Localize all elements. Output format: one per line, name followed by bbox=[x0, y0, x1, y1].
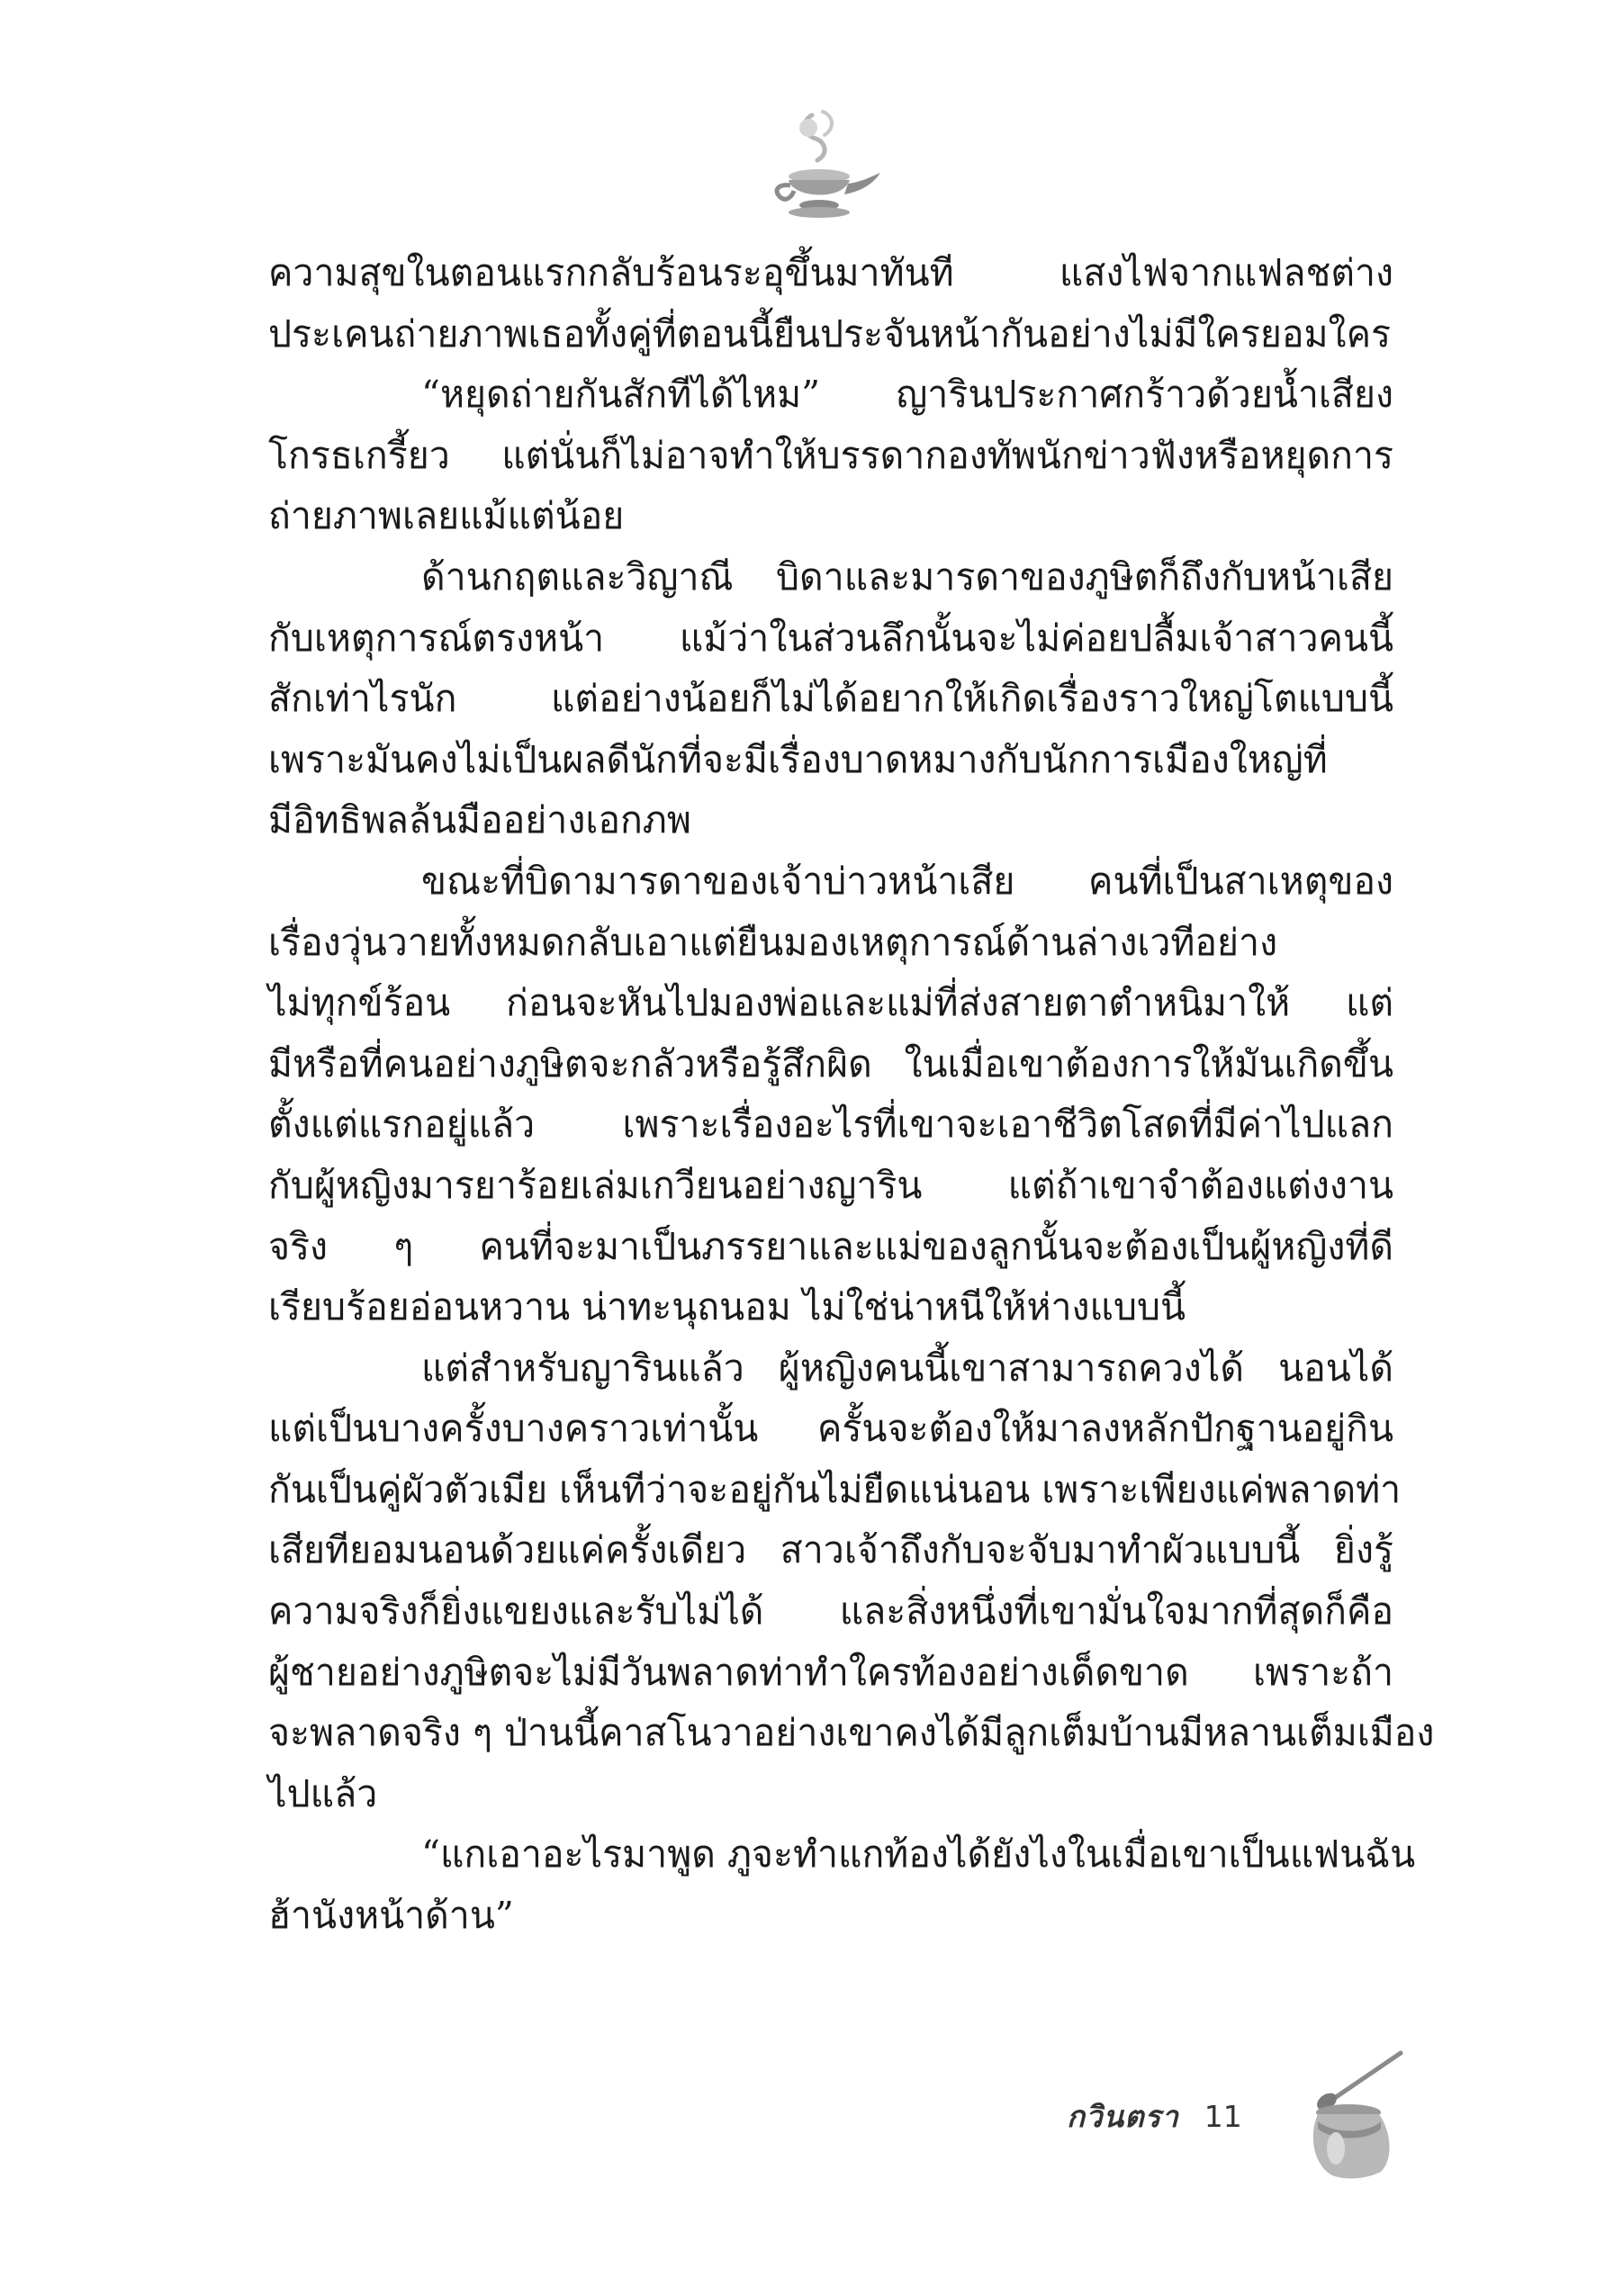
text-line: “หยุดถ่ายกันสักทีได้ไหม” ญารินประกาศกร้าวด้วยน้ำเสียง bbox=[421, 373, 1393, 417]
text-line: เรื่องวุ่นวายทั้งหมดกลับเอาแต่ยืนมองเหตุการณ์ด้านล่างเวทีอย่าง bbox=[268, 920, 1278, 964]
page-footer bbox=[1067, 2093, 1242, 2140]
text-line: เพราะมันคงไม่เป็นผลดีนักที่จะมีเรื่องบาดหมางกับนักการเมืองใหญ่ที่ bbox=[268, 737, 1328, 781]
text-line: กับผู้หญิงมารยาร้อยเล่มเกวียนอย่างญาริน แต่ถ้าเขาจำต้องแต่งงาน bbox=[268, 1163, 1393, 1207]
text-line: กับเหตุการณ์ตรงหน้า แม้ว่าในส่วนลึกนั้นจะไม่ค่อยปลื้มเจ้าสาวคนนี้ bbox=[268, 616, 1393, 660]
text-line: ขณะที่บิดามารดาของเจ้าบ่าวหน้าเสีย คนที่เป็นสาเหตุของ bbox=[421, 859, 1393, 903]
text-line: ประเคนถ่ายภาพเธอทั้งคู่ที่ตอนนี้ยืนประจันหน้ากันอย่างไม่มีใครยอมใคร bbox=[268, 311, 1392, 356]
text-line: จะพลาดจริง ๆ ป่านนี้คาสโนวาอย่างเขาคงได้มีลูกเต็มบ้านมีหลานเต็มเมือง bbox=[268, 1711, 1435, 1755]
text-line: ไปแล้ว bbox=[268, 1771, 378, 1815]
text-line: ถ่ายภาพเลยแม้แต่น้อย bbox=[268, 494, 625, 538]
text-line: แต่เป็นบางครั้งบางคราวเท่านั้น ครั้นจะต้องให้มาลงหลักปักฐานอยู่กิน bbox=[268, 1407, 1393, 1451]
page-number: 11 bbox=[1204, 2099, 1242, 2134]
text-line: ไม่ทุกข์ร้อน ก่อนจะหันไปมองพ่อและแม่ที่ส่งสายตาตำหนิมาให้ แต่ bbox=[268, 981, 1393, 1025]
text-line: เสียทียอมนอนด้วยแค่ครั้งเดียว สาวเจ้าถึงกับจะจับมาทำผัวแบบนี้ ยิ่งรู้ bbox=[268, 1528, 1393, 1572]
text-line: แต่สำหรับญารินแล้ว ผู้หญิงคนนี้เขาสามารถควงได้ นอนได้ bbox=[421, 1346, 1393, 1390]
text-line: “แกเอาอะไรมาพูด ภูจะทำแกท้องได้ยังไงในเมื่อเขาเป็นแฟนฉัน bbox=[421, 1832, 1416, 1877]
text-line: ผู้ชายอย่างภูษิตจะไม่มีวันพลาดท่าทำใครท้องอย่างเด็ดขาด เพราะถ้า bbox=[268, 1650, 1393, 1694]
text-line: ฮ้านังหน้าด้าน” bbox=[268, 1894, 514, 1938]
text-line: สักเท่าไรนัก แต่อย่างน้อยก็ไม่ได้อยากให้เกิดเรื่องราวใหญ่โตแบบนี้ bbox=[268, 677, 1393, 721]
text-line: จริง ๆ คนที่จะมาเป็นภรรยาและแม่ของลูกนั้นจะต้องเป็นผู้หญิงที่ดี bbox=[268, 1224, 1393, 1268]
chapter-body-text bbox=[268, 243, 1435, 1947]
genie-lamp-icon bbox=[756, 108, 882, 225]
honey-pot-icon bbox=[1296, 2048, 1404, 2183]
author-name: กวินตรา bbox=[1067, 2099, 1179, 2134]
text-line: กันเป็นคู่ผัวตัวเมีย เห็นทีว่าจะอยู่กันไม่ยืดแน่นอน เพราะเพียงแค่พลาดท่า bbox=[268, 1467, 1402, 1511]
text-line: ด้านกฤตและวิญาณี บิดาและมารดาของภูษิตก็ถึงกับหน้าเสีย bbox=[421, 554, 1393, 599]
text-line: ตั้งแต่แรกอยู่แล้ว เพราะเรื่องอะไรที่เขาจะเอาชีวิตโสดที่มีค่าไปแลก bbox=[268, 1103, 1393, 1147]
text-line: มีอิทธิพลล้นมืออย่างเอกภพ bbox=[268, 798, 691, 842]
text-line: ความสุขในตอนแรกกลับร้อนระอุขึ้นมาทันที แสงไฟจากแฟลชต่าง bbox=[268, 251, 1393, 294]
text-line: เรียบร้อยอ่อนหวาน น่าทะนุถนอม ไม่ใช่น่าหนีให้ห่างแบบนี้ bbox=[268, 1285, 1186, 1329]
text-line: มีหรือที่คนอย่างภูษิตจะกลัวหรือรู้สึกผิด ในเมื่อเขาต้องการให้มันเกิดขึ้น bbox=[268, 1041, 1393, 1085]
text-line: โกรธเกรี้ยว แต่นั่นก็ไม่อาจทำให้บรรดากองทัพนักข่าวฟังหรือหยุดการ bbox=[268, 433, 1393, 477]
text-line: ความจริงก็ยิ่งแขยงและรับไม่ได้ และสิ่งหนึ่งที่เขามั่นใจมากที่สุดก็คือ bbox=[268, 1589, 1393, 1634]
